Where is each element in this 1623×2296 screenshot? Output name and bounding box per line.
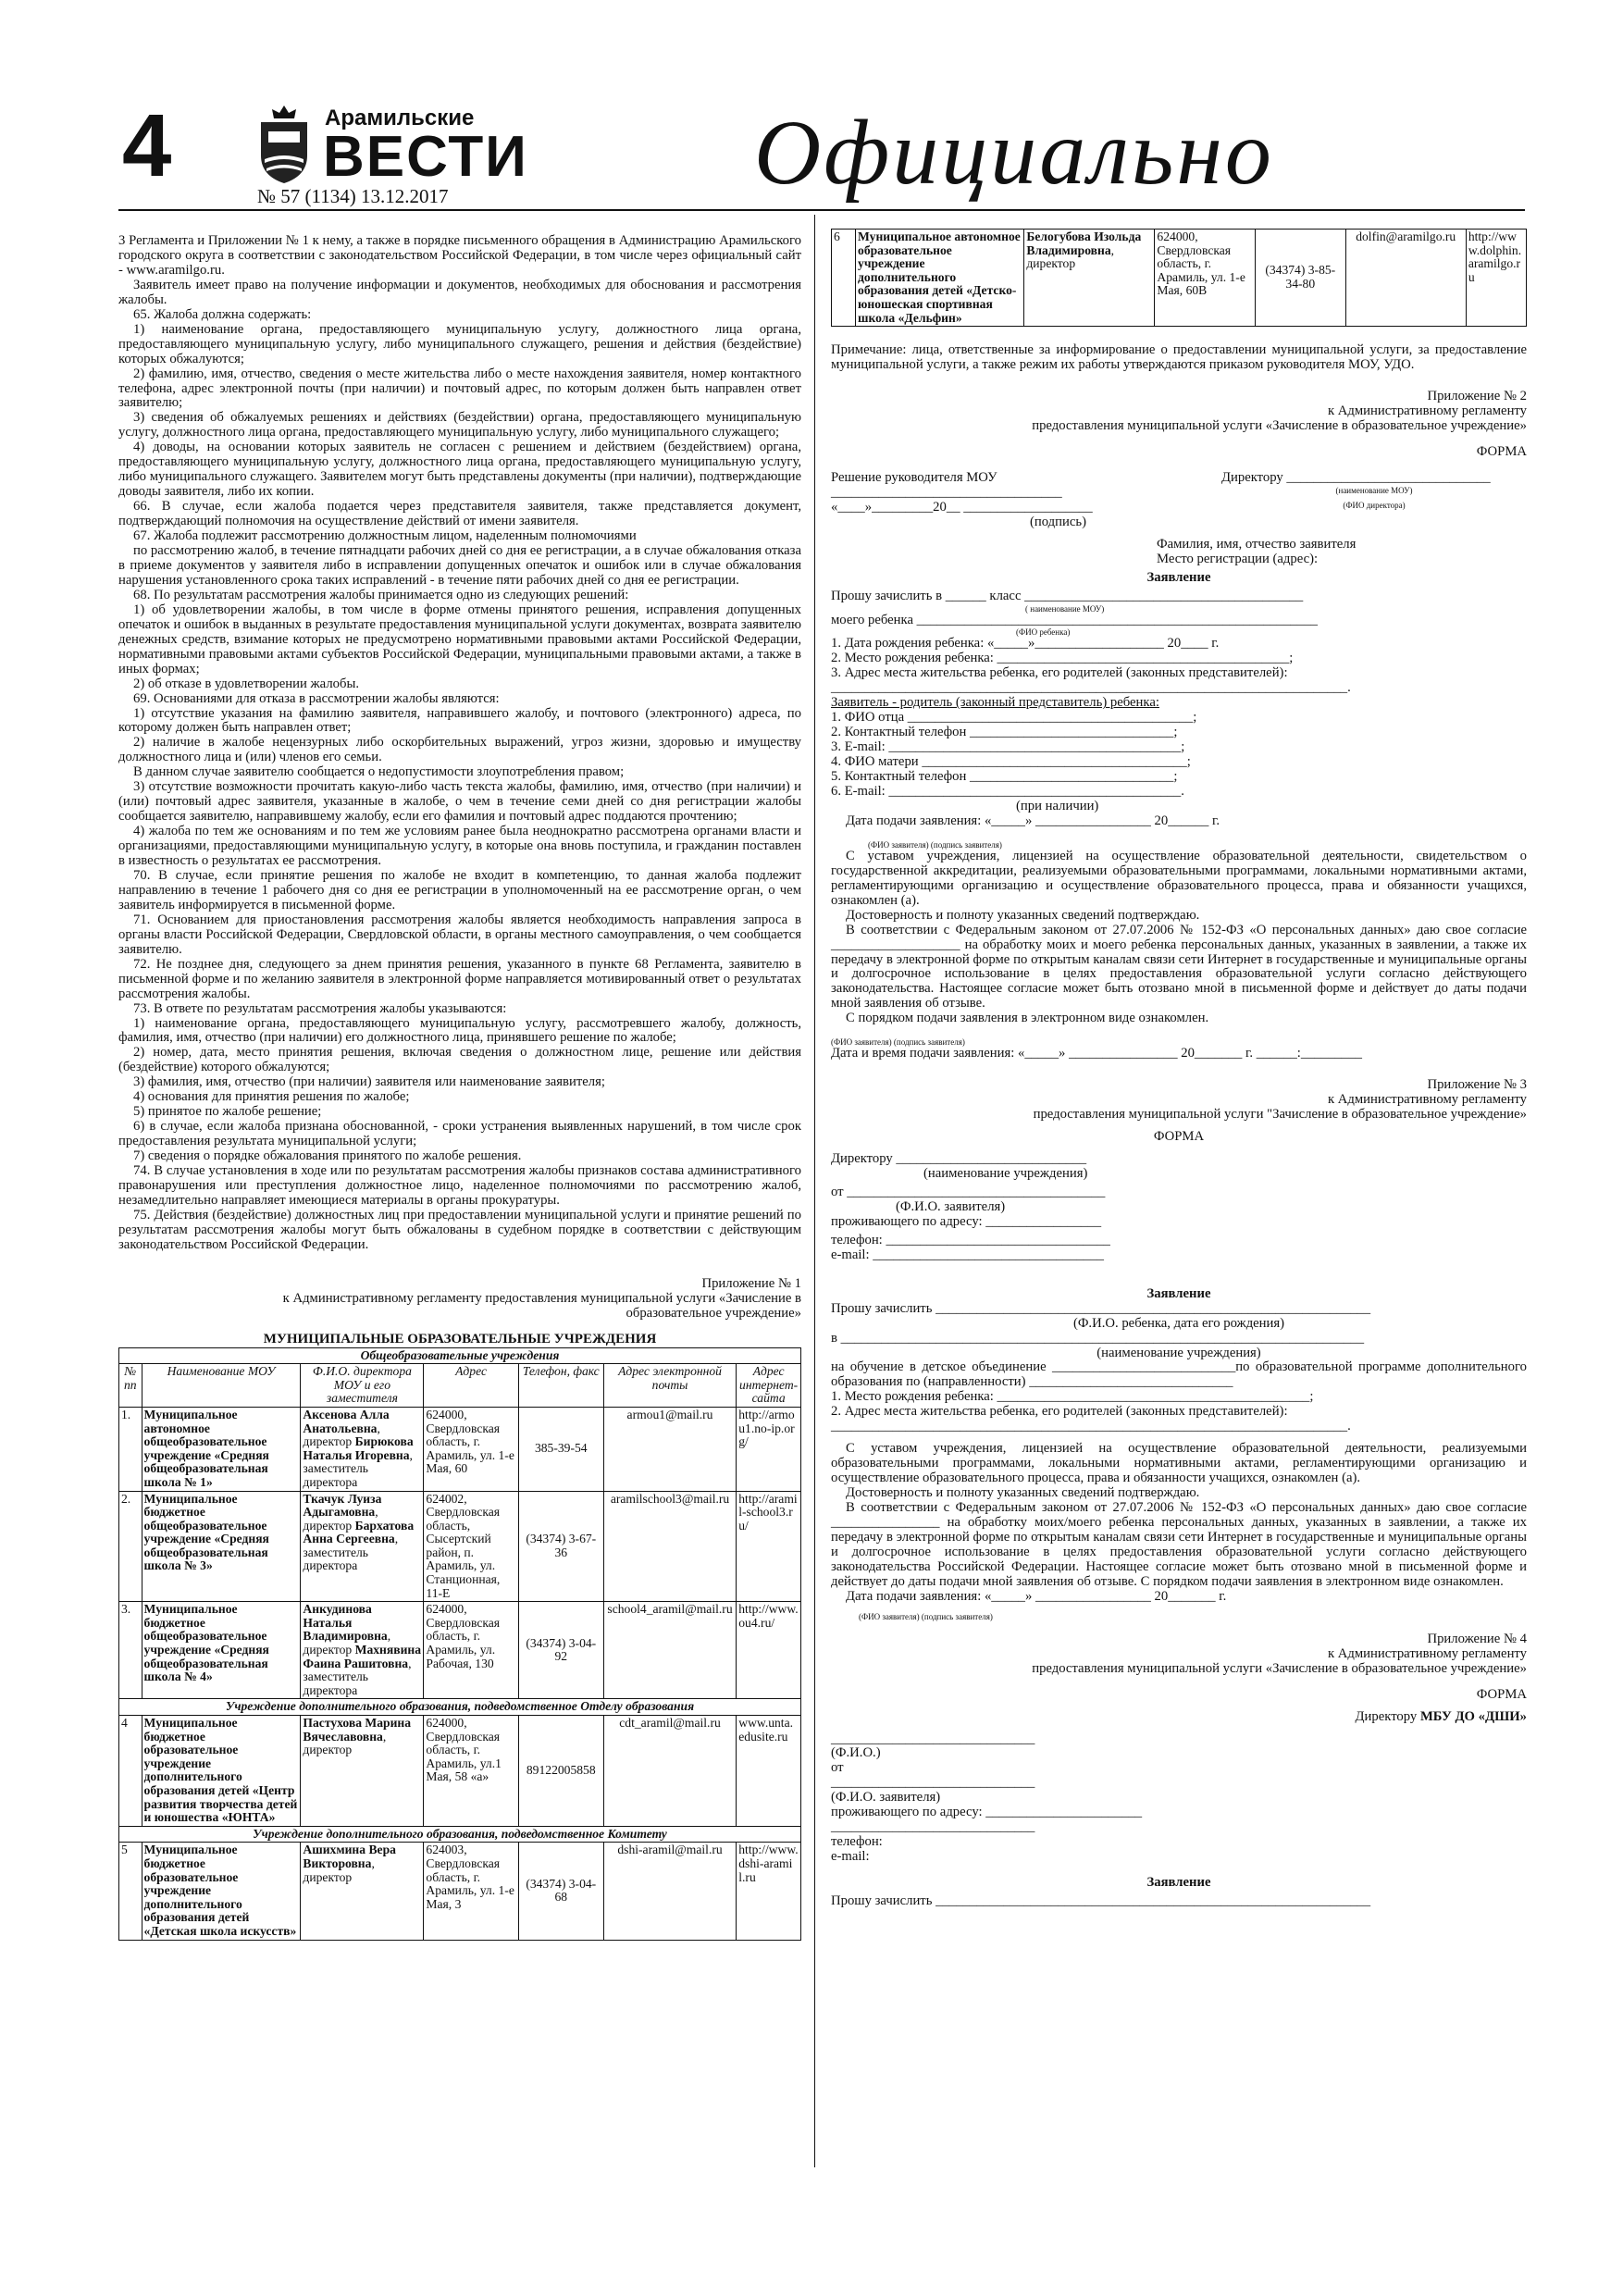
cell-email-text: dshi-aramil@mail.ru — [617, 1843, 723, 1857]
cell-phone-text: (34374) 3-85-34-80 — [1265, 263, 1336, 292]
cell-site — [1466, 230, 1526, 327]
a4-hint-fio: (Ф.И.О. заявителя) — [831, 1790, 941, 1806]
director-name: Ашихмина Вера Викторовна — [303, 1843, 396, 1870]
regulation-paragraph: 3) сведения об обжалуемых решениях и действиях (бездействии) органа, предоставляющего муниципальную услугу, должностного лица органа, предоставляющего муниципальную услугу, либо муниципального служащего; — [118, 410, 801, 441]
a3-consent-3: В соответствии с Федеральным законом от 27.07.2006 № 152-ФЗ «О персональных данных» даю свое согласие ________________ на обработку моих/моего ребенка персональных данных, указанных в заявлении, а также их передачу в электронной форме по открытым каналам связи сети Интернет в государственные и муниципальные органы и долгосрочное использование в целях предоставления образовательной услуги согласно действующего законодательства Российской Федерации. Настоящее согласие может быть отозвано мной в письменной форме и действует до даты подачи мной заявления об отзыве. С порядком подачи заявления в электронном виде ознакомлен. — [831, 1500, 1527, 1589]
director-name: , директор — [303, 1505, 378, 1533]
cell-site-text: http://armou1.no-ip.org/ — [738, 1407, 795, 1449]
decision-date: «____»_________20__ ___________________ — [831, 499, 1093, 515]
logo-main-text: ВЕСТИ — [323, 125, 528, 189]
col-header-email: Адрес электронной почты — [603, 1364, 736, 1408]
cell-director — [301, 1843, 424, 1940]
a3-address-line: ____________________________________________________________________________. — [831, 1419, 1351, 1434]
a4-blank-2: ______________________________ — [831, 1775, 1035, 1791]
appendix1-title: Приложение № 1 — [701, 1275, 801, 1291]
a3-application-heading: Заявление — [1146, 1285, 1211, 1301]
a4-email: e-mail: — [831, 1849, 870, 1865]
a4-fio: (Ф.И.О.) — [831, 1745, 881, 1761]
a3-item-1: 1. Место рождения ребенка: ______________________________________________; — [831, 1389, 1314, 1405]
cell-number — [119, 1491, 142, 1602]
appendix3-subtitle-2: предоставления муниципальной услуги "Зачисление в образовательное учреждение» — [1033, 1107, 1527, 1123]
a3-item-2: 2. Адрес места жительства ребенка, его родителей (законных представителей): — [831, 1404, 1288, 1420]
consent-para-4: С порядком подачи заявления в электронном виде ознакомлен. — [846, 1011, 1209, 1026]
cell-site — [737, 1491, 801, 1602]
cell-name — [142, 1602, 301, 1699]
a3-hint-inst: (наименование учреждения) — [1096, 1345, 1261, 1360]
a4-phone: телефон: — [831, 1834, 883, 1850]
date-row — [831, 501, 1527, 515]
regulation-paragraph: 71. Основанием для приостановления рассмотрения жалобы является необходимость направления запроса в органы власти Российской Федерации, Свердловской области, в органы местного самоуправления, о чем сообщается заявителю. — [118, 912, 801, 957]
regulation-paragraph: 69. Основаниями для отказа в рассмотрении жалобы являются: — [133, 690, 500, 706]
a3-enroll-line: Прошу зачислить ________________________________________________________________ — [831, 1300, 1371, 1316]
cell-email-text: armou1@mail.ru — [626, 1407, 713, 1421]
sign-hint: (подпись) — [1030, 514, 1086, 529]
cell-name — [142, 1843, 301, 1940]
a4-blank-3: ______________________________ — [831, 1819, 1035, 1835]
regulation-paragraph: 5) принятое по жалобе решение; — [133, 1104, 322, 1120]
col-header-site: Адрес интернет-сайта — [737, 1364, 801, 1408]
a3-hint-fio: (Ф.И.О. заявителя) — [896, 1198, 1006, 1214]
regulation-paragraph: 1) об удовлетворении жалобы, в том числе в форме отмены принятого решения, исправления допущенных опечаток и ошибок в выданных в результате предоставления муниципальной услуги документах, возврата заявителю денежных средств, взимание которых не предусмотрено нормативными правовыми актами Российской Федерации, нормативными правовыми актами субъектов Российской Федерации, муниципальными правовыми актами, а также в иных формах; — [118, 602, 801, 676]
decision-hints — [831, 486, 1527, 501]
col-header-phone: Телефон, факс — [518, 1364, 603, 1408]
director-name: , директор — [1026, 242, 1115, 271]
regulation-paragraph: 3) отсутствие возможности прочитать какую-либо часть текста жалобы, фамилию, имя, отчество (при наличии) и (или) почтовый адрес заявителя, указанные в жалобе, о чем в течение семи дней со дня регистрации жалобы сообщается заявителю, направившему жалобу, если его фамилия и почтовый адрес поддаются прочтению; — [118, 779, 801, 825]
cell-email-text: dolfin@aramilgo.ru — [1356, 230, 1456, 243]
cell-name-text: Муниципальное бюджетное образовательное учреждение дополнительного образования детей «Детская школа искусств» — [143, 1843, 297, 1938]
director-name: , директор — [303, 1421, 380, 1449]
cell-address-text: 624000, Свердловская область, г. Арамиль, ул. Рабочая, 130 — [426, 1602, 501, 1670]
a3-from: от ______________________________________ — [831, 1184, 1106, 1199]
director-name: , директор — [303, 1629, 391, 1657]
cell-name — [142, 1716, 301, 1827]
appendix1-subtitle: к Административному регламенту предоставления муниципальной услуги «Зачисление в — [282, 1290, 801, 1306]
director-name: , заместитель директора — [303, 1447, 413, 1489]
extra-rows — [119, 1716, 801, 1827]
appendix3-subtitle: к Административному регламенту — [1327, 1092, 1527, 1108]
director-name: Махнявина Фаина Рашитовна — [303, 1643, 422, 1670]
cell-site — [737, 1602, 801, 1699]
table-row — [119, 1843, 801, 1940]
cell-phone-text: 385-39-54 — [534, 1441, 588, 1456]
regulation-paragraph: 68. По результатам рассмотрения жалобы принимается одно из следующих решений: — [133, 587, 629, 602]
cell-email-text: school4_aramil@mail.ru — [607, 1602, 733, 1617]
regulation-paragraph: В данном случае заявителю сообщается о недопустимости злоупотребления правом; — [133, 764, 625, 780]
child-line: моего ребенка ___________________________________________________________ — [831, 612, 1318, 627]
cell-phone — [1255, 230, 1345, 327]
col-header-num: № пп — [119, 1364, 142, 1408]
institutions-table-continued — [831, 229, 1527, 327]
col-header-director: Ф.И.О. директора МОУ и его заместителя — [301, 1364, 424, 1408]
director-name: , заместитель директора — [303, 1532, 399, 1573]
cell-phone-text: (34374) 3-67-36 — [526, 1532, 597, 1559]
a4-from: от — [831, 1760, 844, 1776]
cell-address — [424, 1407, 518, 1491]
institutions-table — [118, 1347, 801, 1941]
regulation-paragraph: 3) фамилия, имя, отчество (при наличии) заявителя или наименование заявителя; — [133, 1074, 605, 1090]
header-rule — [118, 209, 1525, 211]
enroll-line: Прошу зачислить в ______ класс _________________________________________ — [831, 588, 1304, 603]
address-line: ____________________________________________________________________________. — [831, 680, 1351, 696]
table-note: Примечание: лица, ответственные за информирование о предоставлении муниципальной услуги, за предоставление муниципальной услуги, а также режим их работы утверждаются приказом руководителя МОУ, УДО. — [831, 342, 1527, 373]
director-name: Ткачук Луиза Адыгамовна — [303, 1491, 382, 1520]
cell-site-text: http://www.dolphin.aramilgo.ru — [1468, 230, 1522, 284]
consent-para-1: С уставом учреждения, лицензией на осуществление образовательной деятельности, свидетельством о государственной аккредитации, реализуемыми образовательными программами, локальными нормативными актами, регламентирующими организацию и осуществление образовательного процесса, права и обязанности учащихся, ознакомлен (а). — [831, 848, 1527, 908]
parent-item-5: 5. Контактный телефон ______________________________; — [831, 769, 1178, 785]
section-title: Официально — [754, 101, 1274, 204]
regulation-paragraph: 1) отсутствие указания на фамилию заявителя, направившего жалобу, и почтового (электронного) адреса, по которому должен быть направлен ответ; — [118, 705, 801, 736]
cell-name-text: Муниципальное бюджетное общеобразовательное учреждение «Средняя общеобразовательная школа № 4» — [143, 1602, 269, 1684]
cell-address-text: 624000, Свердловская область, г. Арамиль, ул. 1-е Мая, 60 — [426, 1407, 514, 1476]
cell-address — [424, 1602, 518, 1699]
cell-site-text: http://www.dshi-aramil.ru — [738, 1843, 799, 1884]
cell-address-text: 624003, Свердловская область, г. Арамиль, ул. 1-е Мая, 3 — [426, 1843, 514, 1911]
regulation-paragraph: 2) фамилию, имя, отчество, сведения о месте жительства либо о месте нахождения заявителя, номер контактного телефона, адрес электронной почты (при наличии) и почтовый адрес, по которым должен быть направлен ответ заявителю; — [118, 366, 801, 411]
table-header-row — [119, 1364, 801, 1408]
col-header-name: Наименование МОУ — [142, 1364, 301, 1408]
cell-email-text: cdt_aramil@mail.ru — [619, 1716, 721, 1731]
cell-site — [737, 1407, 801, 1491]
regulation-paragraph: Заявитель имеет право на получение информации и документов, необходимых для обоснования и рассмотрения жалобы. — [118, 277, 801, 307]
cell-email — [603, 1491, 736, 1602]
cell-phone-text: (34374) 3-04-92 — [526, 1635, 597, 1664]
page-number: 4 — [122, 96, 172, 195]
appendix4-subtitle: к Административному регламенту — [1327, 1645, 1527, 1661]
parent-heading: Заявитель - родитель (законный представитель) ребенка: — [831, 695, 1159, 711]
cell-director — [301, 1602, 424, 1699]
hint-org-2: ( наименование МОУ) — [1025, 603, 1105, 614]
cell-name — [856, 230, 1024, 327]
table-row — [119, 1407, 801, 1491]
regulation-paragraph: 67. Жалоба подлежит рассмотрению должностным лицом, наделенным полномочиями — [133, 528, 637, 544]
table-row — [119, 1716, 801, 1827]
if-any-hint: (при наличии) — [1016, 798, 1099, 813]
regulation-paragraph: 6) в случае, если жалоба признана обоснованной, - сроки устранения выявленных нарушений, в том числе срок предоставления результата муниципальной услуги; — [118, 1119, 801, 1149]
cell-number — [119, 1716, 142, 1827]
appendix2-subtitle: к Административному регламенту — [1327, 403, 1527, 419]
cell-name — [142, 1491, 301, 1602]
a3-residence: проживающего по адресу: _________________ — [831, 1213, 1102, 1229]
a3-training: на обучение в детское объединение ___________________________по образовательной программе дополнительного образования по (направленности) ______________________________ — [831, 1359, 1527, 1390]
a3-signature-hint: (ФИО заявителя) (подпись заявителя) — [859, 1611, 993, 1621]
director-name: Бирюкова Наталья Игоревна — [303, 1434, 414, 1462]
general-rows — [119, 1407, 801, 1698]
a4-director-row — [831, 1710, 1527, 1725]
cell-email — [603, 1407, 736, 1491]
cell-address — [424, 1491, 518, 1602]
cell-director — [301, 1716, 424, 1827]
cell-name-text: Муниципальное автономное общеобразовательное учреждение «Средняя общеобразовательная школа № 1» — [143, 1407, 269, 1489]
cell-phone — [518, 1491, 603, 1602]
regulation-paragraph: 4) жалоба по тем же основаниям и по тем же условиям ранее была неоднократно рассмотрена органами власти и организациями, предоставляющими муниципальную услугу, в которые она вновь поступила, и гражданин поставлен в известность о результатах ее рассмотрения. — [118, 824, 801, 869]
cell-phone — [518, 1407, 603, 1491]
continued-rows — [832, 230, 1527, 327]
blank-line: __________________________________ — [831, 484, 1062, 500]
cell-email — [603, 1602, 736, 1699]
table-section-committee: Учреждение дополнительного образования, подведомственное Комитету — [119, 1826, 801, 1843]
director-name: , директор — [303, 1729, 387, 1757]
cell-number-text: 1. — [121, 1407, 131, 1421]
cell-director — [1024, 230, 1155, 327]
registration-label: Место регистрации (адрес): — [1157, 551, 1319, 566]
director-name: Бархатова Анна Сергеевна — [303, 1518, 415, 1546]
cell-number — [119, 1407, 142, 1491]
cell-address-text: 624000, Свердловская область, г. Арамиль, ул.1 Мая, 58 «а» — [426, 1716, 502, 1784]
appendix1-subtitle-2: образовательное учреждение» — [626, 1305, 801, 1321]
cell-number-text: 6 — [834, 230, 840, 243]
cell-number — [119, 1843, 142, 1940]
appendix3-form-label: ФОРМА — [1153, 1129, 1205, 1145]
decision-label: Решение руководителя МОУ — [831, 469, 997, 485]
director-name: Аксенова Алла Анатольевна — [303, 1407, 390, 1435]
cell-director — [301, 1491, 424, 1602]
regulation-paragraph: 3 Регламента и Приложении № 1 к нему, а также в порядке письменного обращения в Администрацию Арамильского городского округа в соответствии с законодательством Российской Федерации, в том числе через официальный сайт - www.aramilgo.ru. — [118, 233, 801, 278]
cell-site — [737, 1843, 801, 1940]
cell-name-text: Муниципальное автономное образовательное учреждение дополнительного образования детей «Детско-юношеская спортивная школа «Дельфин» — [858, 230, 1021, 325]
logo-top-text: Арамильские — [325, 105, 475, 130]
regulation-paragraph: 72. Не позднее дня, следующего за днем принятия решения, указанного в пункте 68 Регламента, заявителю в письменной форме и по желанию заявителя в электронной форме направляется мотивированный ответ о результатах рассмотрения жалобы. — [118, 956, 801, 1001]
signature-hint: (ФИО заявителя) (подпись заявителя) — [868, 839, 1002, 850]
cell-phone — [518, 1843, 603, 1940]
table-row — [119, 1602, 801, 1699]
a3-hint-child: (Ф.И.О. ребенка, дата его рождения) — [1072, 1315, 1285, 1331]
cell-site-text: http://aramil-school3.ru/ — [738, 1491, 798, 1533]
regulation-paragraph: 1) наименование органа, предоставляющего муниципальную услугу, рассмотревшего жалобу, должность, фамилия, имя, отчество (при наличии) его должностного лица, принявшего решение по жалобе; — [118, 1015, 801, 1046]
a3-director: Директору ____________________________ — [831, 1151, 1087, 1167]
a4-director-org: МБУ ДО «ДШИ» — [1419, 1708, 1527, 1724]
cell-email — [603, 1716, 736, 1827]
cell-address-text: 624002, Свердловская область, Сысертский район, п. Арамиль, ул. Станционная, 11-Е — [426, 1491, 501, 1600]
regulation-paragraph: 70. В случае, если принятие решения по жалобе не входит в компетенцию, то данная жалоба подлежит направлению в течение 1 рабочего дня со дня ее регистрации в уполномоченный на ее рассмотрение орган, о чем заявитель информируется в письменной форме. — [118, 867, 801, 912]
director-field: Директору ______________________________ — [1221, 469, 1491, 485]
submission-date: Дата подачи заявления: «_____» _________________ 20______ г. — [846, 813, 1220, 828]
cell-email — [1345, 230, 1466, 327]
right-column — [831, 229, 1527, 1909]
applicant-name-label: Фамилия, имя, отчество заявителя — [1157, 536, 1357, 552]
cell-email — [603, 1843, 736, 1940]
a4-enroll-line: Прошу зачислить ________________________________________________________________ — [831, 1893, 1371, 1909]
regulation-text — [118, 234, 801, 1253]
cell-number — [119, 1602, 142, 1699]
newspaper-logo — [255, 102, 528, 194]
director-name: Анкудинова Наталья Владимировна — [303, 1602, 388, 1644]
cell-address — [424, 1843, 518, 1940]
hint-fio-director: (ФИО директора) — [1343, 500, 1406, 510]
cell-site-text: www.unta.edusite.ru — [738, 1716, 794, 1744]
column-divider — [814, 215, 815, 2167]
committee-rows — [119, 1843, 801, 1940]
regulation-paragraph: 1) наименование органа, предоставляющего муниципальную услугу, должностного лица органа, предоставляющего муниципальную услугу, либо муниципального служащего, решения и действия (бездействие) которых обжалуются; — [118, 321, 801, 366]
regulation-paragraph: 4) доводы, на основании которых заявитель не согласен с решением и действием (бездействием) органа, предоставляющего муниципальную услугу, должностного лица органа, предоставляющего муниципальную услугу, либо муниципального служащего. Заявителем могут быть представлены документы (при наличии), подтверждающие доводы заявителя, либо их копии. — [118, 440, 801, 500]
cell-number-text: 3. — [121, 1602, 131, 1617]
child-item-3: 3. Адрес места жительства ребенка, его родителей (законных представителей): — [831, 665, 1288, 681]
director-name: Пастухова Марина Вячеславовна — [303, 1716, 412, 1744]
cell-phone-text: (34374) 3-04-68 — [526, 1876, 597, 1905]
a3-date: Дата подачи заявления: «_____» _________________ 20_______ г. — [846, 1588, 1227, 1604]
regulation-paragraph: 74. В случае установления в ходе или по результатам рассмотрения жалобы признаков состава административного правонарушения или преступления должностное лицо, наделенное полномочиями по рассмотрению жалоб, незамедлительно направляет имеющиеся материалы в органы прокуратуры. — [118, 1163, 801, 1208]
table-section-extra-education: Учреждение дополнительного образования, подведомственное Отделу образования — [119, 1699, 801, 1716]
table-row — [832, 230, 1527, 327]
regulation-paragraph: 75. Действия (бездействие) должностных лиц при предоставлении муниципальной услуги и принятие решений по результатам рассмотрения жалобы могут быть обжалованы в судебном порядке в соответствии с действующим законодательством Российской Федерации. — [118, 1207, 801, 1252]
cell-number-text: 5 — [121, 1843, 128, 1857]
cell-phone — [518, 1602, 603, 1699]
cell-number-text: 2. — [121, 1491, 131, 1506]
submission-datetime: Дата и время подачи заявления: «_____» ________________ 20_______ г. ______:_________ — [831, 1046, 1362, 1061]
a3-hint-org: (наименование учреждения) — [923, 1166, 1088, 1181]
cell-phone — [518, 1716, 603, 1827]
cell-address — [1155, 230, 1256, 327]
a3-email: e-mail: __________________________________ — [831, 1247, 1104, 1262]
cell-number — [832, 230, 856, 327]
a4-director: Директору — [1355, 1708, 1418, 1724]
parent-item-6: 6. E-mail: ___________________________________________. — [831, 783, 1184, 799]
appendix3-title: Приложение № 3 — [1427, 1077, 1527, 1093]
child-item-2: 2. Место рождения ребенка: ___________________________________________; — [831, 651, 1294, 666]
parent-item-1: 1. ФИО отца __________________________________________; — [831, 710, 1197, 726]
col-header-address: Адрес — [424, 1364, 518, 1408]
cell-address — [424, 1716, 518, 1827]
cell-email-text: aramilschool3@mail.ru — [610, 1491, 730, 1506]
table-section-general: Общеобразовательные учреждения — [119, 1347, 801, 1364]
cell-site — [737, 1716, 801, 1827]
signature-hint-2: (ФИО заявителя) (подпись заявителя) — [831, 1037, 965, 1048]
regulation-paragraph: 2) наличие в жалобе нецензурных либо оскорбительных выражений, угроз жизни, здоровью и имуществу должностного лица и (или) членов его семьи. — [118, 735, 801, 765]
issue-number: № 57 (1134) 13.12.2017 — [257, 185, 449, 207]
a4-application-heading: Заявление — [1146, 1875, 1211, 1891]
director-name: , заместитель директора — [303, 1656, 412, 1697]
parent-item-2: 2. Контактный телефон ______________________________; — [831, 725, 1178, 740]
cell-phone-text: 89122005858 — [526, 1763, 596, 1778]
appendix4-title: Приложение № 4 — [1427, 1631, 1527, 1646]
a3-consent-2: Достоверность и полноту указанных сведений подтверждаю. — [846, 1485, 1200, 1501]
regulation-paragraph: 2) номер, дата, место принятия решения, включая сведения о должностном лице, решение или действия (бездействие) которого обжалуются; — [118, 1045, 801, 1075]
regulation-paragraph: по рассмотрению жалоб, в течение пятнадцати рабочих дней со дня ее регистрации, а в случае обжалования отказа в приеме документов у заявителя либо в исправлении допущенных опечаток и ошибок или в случае обжалования нарушения установленного срока таких исправлений - в течение пяти рабочих дней со дня ее регистрации. — [118, 543, 801, 588]
child-item-1: 1. Дата рождения ребенка: «_____»___________________ 20____ г. — [831, 636, 1220, 652]
director-name: Белогубова Изольда Владимировна — [1026, 230, 1142, 257]
a4-residence: проживающего по адресу: _______________________ — [831, 1805, 1143, 1820]
cell-number-text: 4 — [121, 1716, 128, 1731]
regulation-paragraph: 7) сведения о порядке обжалования принятого по жалобе решения. — [133, 1148, 522, 1164]
page-header — [0, 0, 1623, 213]
regulation-paragraph: 65. Жалоба должна содержать: — [133, 306, 312, 322]
regulation-paragraph: 4) основания для принятия решения по жалобе; — [133, 1089, 410, 1105]
cell-address-text: 624000, Свердловская область, г. Арамиль, ул. 1-е Мая, 60В — [1157, 230, 1245, 298]
institutions-table-title: МУНИЦИПАЛЬНЫЕ ОБРАЗОВАТЕЛЬНЫЕ УЧРЕЖДЕНИЯ — [263, 1331, 657, 1347]
hint-fio-child: (ФИО ребенка) — [1016, 627, 1071, 638]
a3-in-line: в _____________________________________________________________________________ — [831, 1330, 1365, 1346]
a3-consent-1: С уставом учреждения, лицензией на осуществление образовательной деятельности, реализуемыми образовательными программами, локальными нормативными актами, регламентирующими организацию и осуществление образовательного процесса, права и обязанности учащихся, ознакомлен (а). — [831, 1441, 1527, 1486]
cell-director — [301, 1407, 424, 1491]
a3-phone: телефон: _________________________________ — [831, 1232, 1110, 1247]
a4-blank: ______________________________ — [831, 1731, 1035, 1746]
appendix4-form-label: ФОРМА — [1476, 1686, 1527, 1702]
appendix4-subtitle-2: предоставления муниципальной услуги «Зачисление в образовательное учреждение» — [1032, 1660, 1527, 1676]
director-name: , директор — [303, 1855, 375, 1884]
application-heading: Заявление — [1146, 569, 1211, 585]
appendix2-form-label: ФОРМА — [1476, 443, 1527, 459]
parent-item-3: 3. E-mail: ___________________________________________; — [831, 739, 1185, 755]
appendix2-title: Приложение № 2 — [1427, 389, 1527, 404]
parent-item-4: 4. ФИО матери _______________________________________; — [831, 754, 1191, 770]
coat-of-arms-icon — [255, 104, 313, 185]
consent-para-3: В соответствии с Федеральным законом от 27.07.2006 № 152-ФЗ «О персональных данных» даю свое согласие ___________________ на обработку моих и моего ребенка персональных данных, указанных в заявлении, а также их передачу в электронной форме по открытым каналам связи сети Интернет в государственные и муниципальные органы и долгосрочное использование в целях предоставления образовательной услуги согласно действующего законодательства. Настоящее согласие может быть отозвано мной в письменной форме и действует до даты подачи мной заявления об отзыве. — [831, 922, 1527, 1011]
decision-row — [831, 471, 1527, 486]
regulation-paragraph: 66. В случае, если жалоба подается через представителя заявителя, также представляется документ, подтверждающий полномочия на осуществление действий от имени заявителя. — [118, 499, 801, 529]
appendix2-subtitle-2: предоставления муниципальной услуги «Зачисление в образовательное учреждение» — [1032, 417, 1527, 433]
cell-name — [142, 1407, 301, 1491]
hint-org: (наименование МОУ) — [1335, 485, 1413, 495]
left-column — [118, 234, 801, 1941]
table-row — [119, 1491, 801, 1602]
regulation-paragraph: 2) об отказе в удовлетворении жалобы. — [133, 676, 360, 691]
cell-name-text: Муниципальное бюджетное общеобразовательное учреждение «Средняя общеобразовательная школа № 3» — [143, 1491, 269, 1573]
cell-name-text: Муниципальное бюджетное образовательное учреждение дополнительного образования детей «Центр развития творчества детей и юношества «ЮНТА» — [143, 1716, 298, 1825]
regulation-paragraph: 73. В ответе по результатам рассмотрения жалобы указываются: — [133, 1000, 507, 1016]
consent-para-2: Достоверность и полноту указанных сведений подтверждаю. — [846, 907, 1200, 923]
cell-site-text: http://www.ou4.ru/ — [738, 1602, 799, 1630]
